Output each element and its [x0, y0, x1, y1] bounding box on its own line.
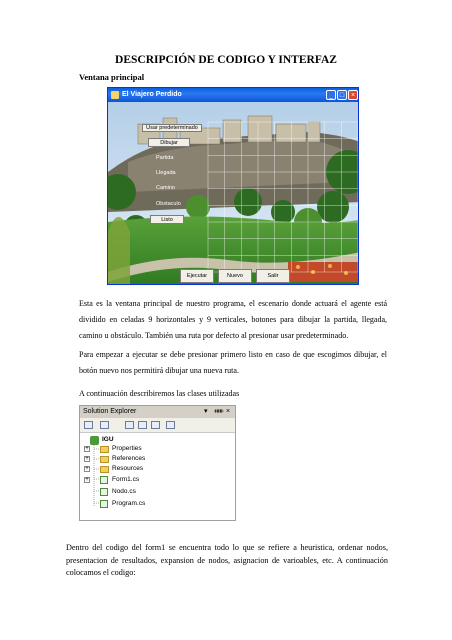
tree-item-label: Form1.cs — [112, 476, 140, 483]
salir-button[interactable]: Salir — [256, 269, 290, 283]
section-heading: Ventana principal — [79, 72, 145, 82]
tree-item-label: Program.cs — [112, 500, 146, 507]
view-code-icon[interactable] — [138, 421, 147, 429]
solution-explorer-panel — [79, 405, 236, 521]
cs-file-icon — [100, 476, 108, 484]
app-window — [107, 87, 359, 285]
paragraph-4: Dentro del codigo del form1 se encuentra todo lo que se refiere a heuristica, ordenar nodos, presentacion de resultados, expansion de nodos, asignacion de varioables, etc. A continuación colocamos el codigo: — [66, 543, 388, 577]
document-title: DESCRIPCIÓN DE CODIGO Y INTERFAZ — [115, 54, 337, 66]
paragraph-3: A continuación describiremos las clases utilizadas — [79, 389, 240, 398]
solution-explorer-title: Solution Explorer — [83, 408, 137, 415]
window-titlebar[interactable] — [108, 88, 358, 102]
solution-explorer-toolbar — [80, 418, 235, 433]
paragraph-2: Para empezar a ejecutar se debe presionar primero listo en caso de que escogimos dibujar, el botón nuevo nos permitirá dibujar una nueva ruta. — [79, 350, 387, 375]
paragraph-1: Esta es la ventana principal de nuestro programa, el escenario donde actuará el agente está dividido en celadas 9 horizontales y 9 verticales, botones para dibujar la partida, llegada, camino u obstáculo. También una ruta por defecto al presionar usar predeterminado. — [79, 299, 387, 340]
window-title: El Viajero Perdido — [122, 91, 182, 98]
tree-item-label: Resources — [112, 465, 144, 472]
refresh-icon[interactable] — [125, 421, 134, 429]
pin-icon[interactable]: ᚔ — [214, 408, 224, 415]
usar-predeterminado-button[interactable]: Usar predeterminado — [142, 124, 202, 132]
option-partida[interactable]: Partida — [156, 155, 174, 161]
folder-icon — [100, 446, 109, 453]
dibujar-button[interactable]: Dibujar — [148, 138, 190, 147]
show-all-files-icon[interactable] — [100, 421, 109, 429]
dropdown-icon[interactable]: ▾ — [204, 408, 208, 415]
expand-icon[interactable]: + — [85, 456, 89, 462]
nuevo-button[interactable]: Nuevo — [218, 269, 252, 283]
minimize-button[interactable]: _ — [326, 90, 336, 100]
option-llegada[interactable]: Llegada — [156, 170, 176, 176]
option-obstaculo[interactable]: Obstaculo — [156, 201, 181, 207]
class-diagram-icon[interactable] — [166, 421, 175, 429]
project-label: IGU — [102, 436, 114, 443]
cs-file-icon — [100, 500, 108, 508]
close-button[interactable]: × — [348, 90, 358, 100]
view-designer-icon[interactable] — [151, 421, 160, 429]
ejecutar-button[interactable]: Ejecutar — [180, 269, 214, 283]
cs-file-icon — [100, 488, 108, 496]
folder-icon — [100, 466, 109, 473]
listo-button[interactable]: Listo — [150, 215, 184, 224]
option-camino[interactable]: Camino — [156, 185, 175, 191]
properties-toolbar-icon[interactable] — [84, 421, 93, 429]
project-icon — [90, 436, 99, 445]
close-icon[interactable]: × — [226, 408, 231, 415]
maximize-button[interactable]: □ — [337, 90, 347, 100]
tree-item-label: Properties — [112, 445, 142, 452]
tree-item-label: Nodo.cs — [112, 488, 136, 495]
expand-icon[interactable]: + — [85, 477, 89, 483]
expand-icon[interactable]: + — [85, 466, 89, 472]
folder-icon — [100, 456, 109, 463]
expand-icon[interactable]: + — [85, 446, 89, 452]
app-icon — [111, 91, 119, 99]
tree-item-label: References — [112, 455, 146, 462]
